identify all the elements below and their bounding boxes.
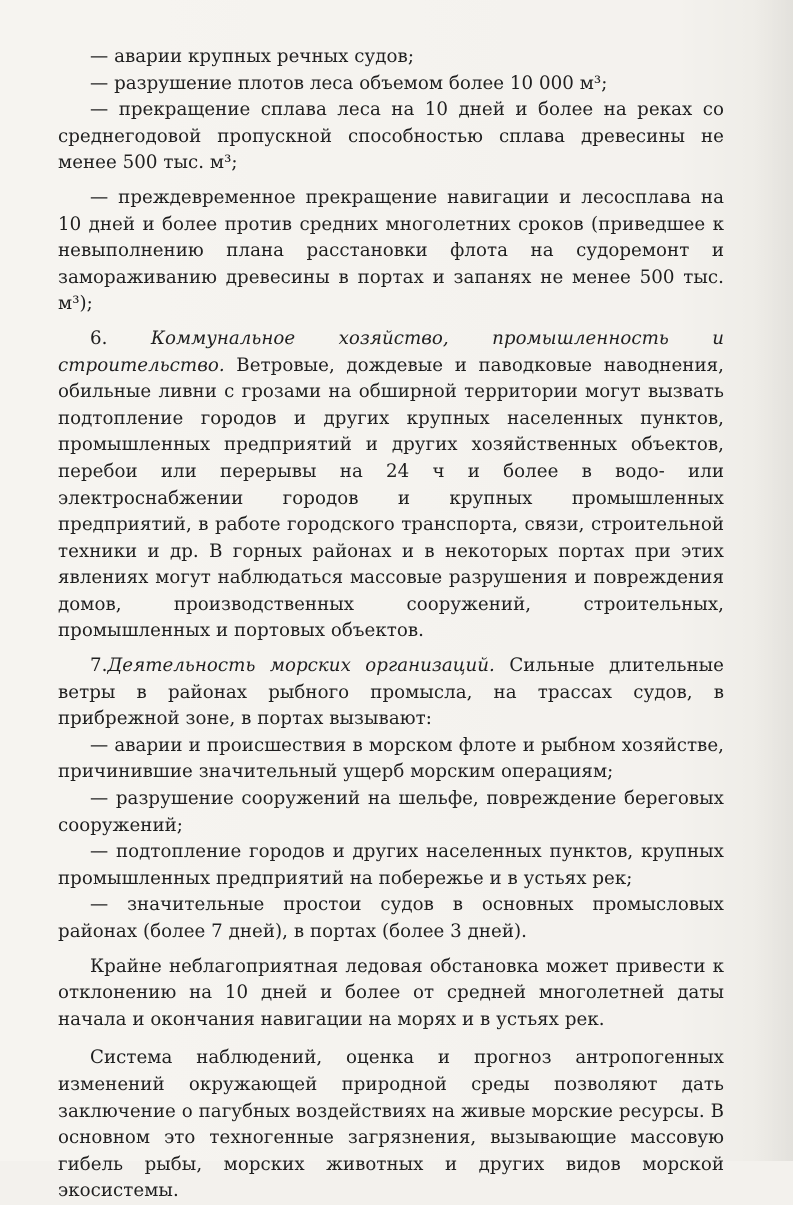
section-7-number: 7. bbox=[90, 655, 108, 677]
monitoring-paragraph: Система наблюдений, оценка и прогноз антропогенных изменений окружающей природной среды позволяют дать заключение о пагубных воздействиях на живые морские ресурсы. В основном это техногенные загрязнения, вызывающие массовую гибель рыбы, морских животных и других видов морской экосистемы. bbox=[58, 1047, 724, 1202]
list1-item-1: — аварии крупных речных судов; bbox=[90, 46, 414, 67]
section-7-body: Сильные длительные ветры в районах рыбного промысла, на трассах судов, в прибрежной зоне, в портах вызывают: bbox=[58, 655, 724, 730]
section-7-title: Деятельность морских организаций. bbox=[107, 655, 495, 677]
section-6-paragraph bbox=[58, 326, 724, 645]
list1-item-3: — прекращение сплава леса на 10 дней и более на реках со среднегодовой пропускной способностью сплава древесины не менее 500 тыс. м³; bbox=[58, 99, 724, 174]
list2-item-2: — разрушение сооружений на шельфе, повреждение береговых сооружений; bbox=[58, 788, 724, 836]
document-body bbox=[58, 44, 724, 1205]
section-6-body: Ветровые, дождевые и паводковые наводнения, обильные ливни с грозами на обширной территории могут вызвать подтопление городов и других крупных населенных пунктов, промышленных предприятий и других хозяйственных объектов, перебои или перерывы на 24 ч и более в водо- или электроснабжении городов и крупных промышленных предприятий, в работе городского транспорта, связи, строительной техники и др. В горных районах и в некоторых портах при этих явлениях могут наблюдаться массовые разрушения и повреждения домов, производственных сооружений, строительных, промышленных и портовых объектов. bbox=[58, 354, 724, 642]
list2-item-3: — подтопление городов и других населенных пунктов, крупных промышленных предприятий на побережье и в устьях рек; bbox=[58, 841, 724, 889]
list1-item-4: — преждевременное прекращение навигации и лесосплава на 10 дней и более против средних многолетних сроков (приведшее к невыполнению плана расстановки флота на судоремонт и замораживанию древесины в портах и запанях не менее 500 тыс. м³); bbox=[58, 186, 724, 315]
list2-item-1: — аварии и происшествия в морском флоте и рыбном хозяйстве, причинившие значительный ущерб морским операциям; bbox=[58, 734, 724, 783]
section-6-title: Коммунальное хозяйство, промышленность и строительство. bbox=[58, 327, 724, 376]
page-edge-shadow bbox=[753, 0, 793, 1161]
list1-item-2: — разрушение плотов леса объемом более 10 000 м³; bbox=[90, 72, 608, 94]
section-6-number: 6. bbox=[90, 327, 108, 349]
section-7-paragraph bbox=[58, 653, 724, 733]
list2-item-4: — значительные простои судов в основных промысловых районах (более 7 дней), в портах (более 3 дней). bbox=[58, 894, 724, 942]
ice-paragraph: Крайне неблагоприятная ледовая обстановка может привести к отклонению на 10 дней и более от средней многолетней даты начала и окончания навигации на морях и в устьях рек. bbox=[58, 955, 724, 1030]
